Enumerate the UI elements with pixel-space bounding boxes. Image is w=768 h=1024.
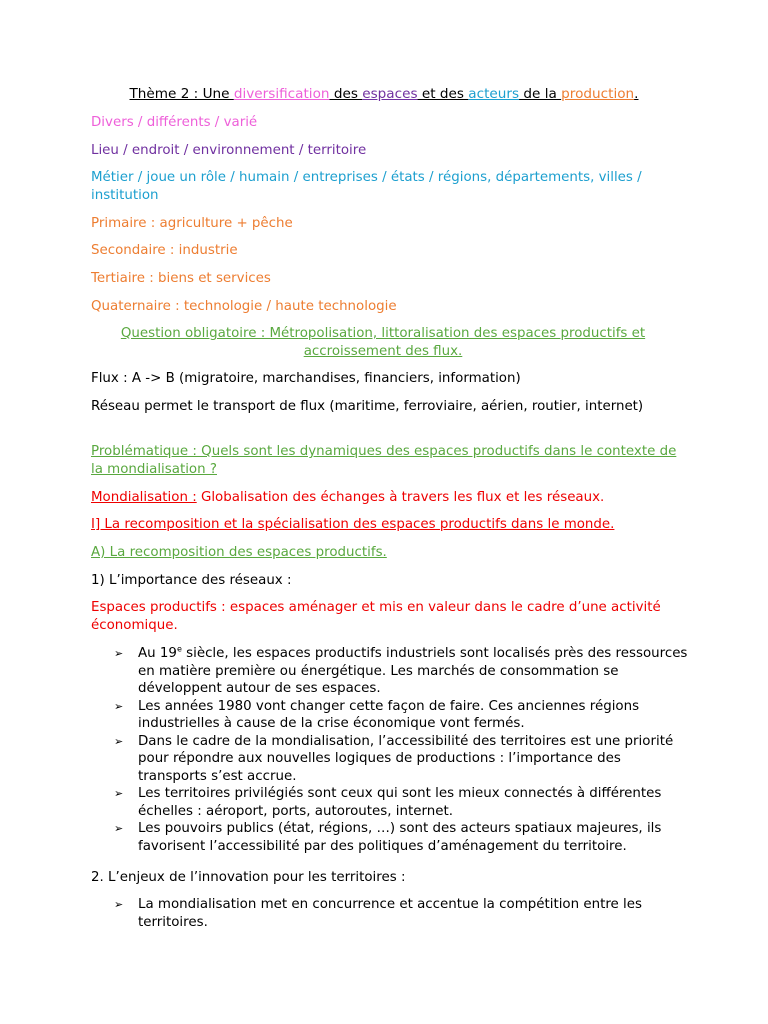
list-item <box>91 733 691 786</box>
title-word-diversification: diversification <box>233 86 330 102</box>
mondialisation-label: Mondialisation : <box>91 490 197 505</box>
list-item <box>91 896 691 931</box>
definition-primaire: Primaire : agriculture + pêche <box>91 216 293 231</box>
bullet-list-1 <box>91 645 691 855</box>
subsection-1-heading: 1) L’importance des réseaux : <box>91 573 292 588</box>
definition-quaternaire: Quaternaire : technologie / haute technologie <box>91 299 397 314</box>
section-i-heading: I] La recomposition et la spécialisation des espaces productifs dans le monde. <box>91 517 615 532</box>
list-item-text: La mondialisation met en concurrence et accentue la compétition entre les territoires. <box>138 897 642 930</box>
title-part: Thème 2 : Une <box>129 86 234 102</box>
title-part: des <box>329 86 363 102</box>
mondialisation-text: Globalisation des échanges à travers les flux et les réseaux. <box>196 490 605 505</box>
title-word-acteurs: acteurs <box>468 86 520 102</box>
problematique: Problématique : Quels sont les dynamiques des espaces productifs dans le contexte de la mondialisation ? <box>91 444 677 477</box>
bullet-list-2 <box>91 896 691 931</box>
arrow-bullet-icon: ➢ <box>114 734 124 748</box>
list-item-text: Les pouvoirs publics (état, régions, …) sont des acteurs spatiaux majeures, ils favorisent l’accessibilité par des politiques d’aménagement du territoire. <box>138 821 662 854</box>
mondialisation-definition <box>91 489 681 507</box>
definition-divers: Divers / différents / varié <box>91 115 258 130</box>
question-obligatoire: Question obligatoire : Métropolisation, littoralisation des espaces productifs et accroissement des flux. <box>120 326 646 359</box>
arrow-bullet-icon: ➢ <box>114 898 124 911</box>
espaces-productifs-definition: Espaces productifs : espaces aménager et mis en valeur dans le cadre d’une activité économique. <box>91 600 661 633</box>
list-item <box>91 698 691 733</box>
list-item-text: siècle, les espaces productifs industriels sont localisés près des ressources en matière première ou énergétique. Les marchés de consommation se développent autour de ses espaces. <box>138 646 688 696</box>
title-part: et des <box>417 86 469 102</box>
list-item <box>91 785 691 820</box>
reseau-definition: Réseau permet le transport de flux (maritime, ferroviaire, aérien, routier, internet) <box>91 399 644 414</box>
arrow-bullet-icon: ➢ <box>114 699 124 713</box>
definition-lieu: Lieu / endroit / environnement / territoire <box>91 143 367 158</box>
flux-definition: Flux : A -> B (migratoire, marchandises, financiers, information) <box>91 371 521 386</box>
arrow-bullet-icon: ➢ <box>114 822 124 835</box>
superscript: e <box>176 644 182 654</box>
list-item-text: Les territoires privilégiés sont ceux qui sont les mieux connectés à différentes échelles : aéroport, ports, autoroutes, internet. <box>138 786 662 819</box>
page-title <box>0 86 768 104</box>
title-part: de la <box>519 86 562 102</box>
title-word-espaces: espaces <box>362 86 418 102</box>
section-a-heading: A) La recomposition des espaces productifs. <box>91 545 387 560</box>
list-item-text: Les années 1980 vont changer cette façon de faire. Ces anciennes régions industrielles à cause de la crise économique vont fermés. <box>138 698 640 731</box>
arrow-bullet-icon: ➢ <box>114 647 124 660</box>
title-word-production: production <box>561 86 635 102</box>
list-item <box>91 820 691 855</box>
definition-secondaire: Secondaire : industrie <box>91 243 238 258</box>
subsection-2-heading: 2. L’enjeux de l’innovation pour les territoires : <box>91 870 406 885</box>
list-item <box>91 645 691 698</box>
arrow-bullet-icon: ➢ <box>114 787 124 800</box>
list-item-text: Au 19 <box>138 646 177 661</box>
definition-metier: Métier / joue un rôle / humain / entreprises / états / régions, départements, villes / institution <box>91 170 642 203</box>
definition-tertiaire: Tertiaire : biens et services <box>91 271 271 286</box>
list-item-text: Dans le cadre de la mondialisation, l’accessibilité des territoires est une priorité pour répondre aux nouvelles logiques de productions : l’importance des transports s’est accrue. <box>138 733 674 784</box>
title-part: . <box>634 86 639 102</box>
